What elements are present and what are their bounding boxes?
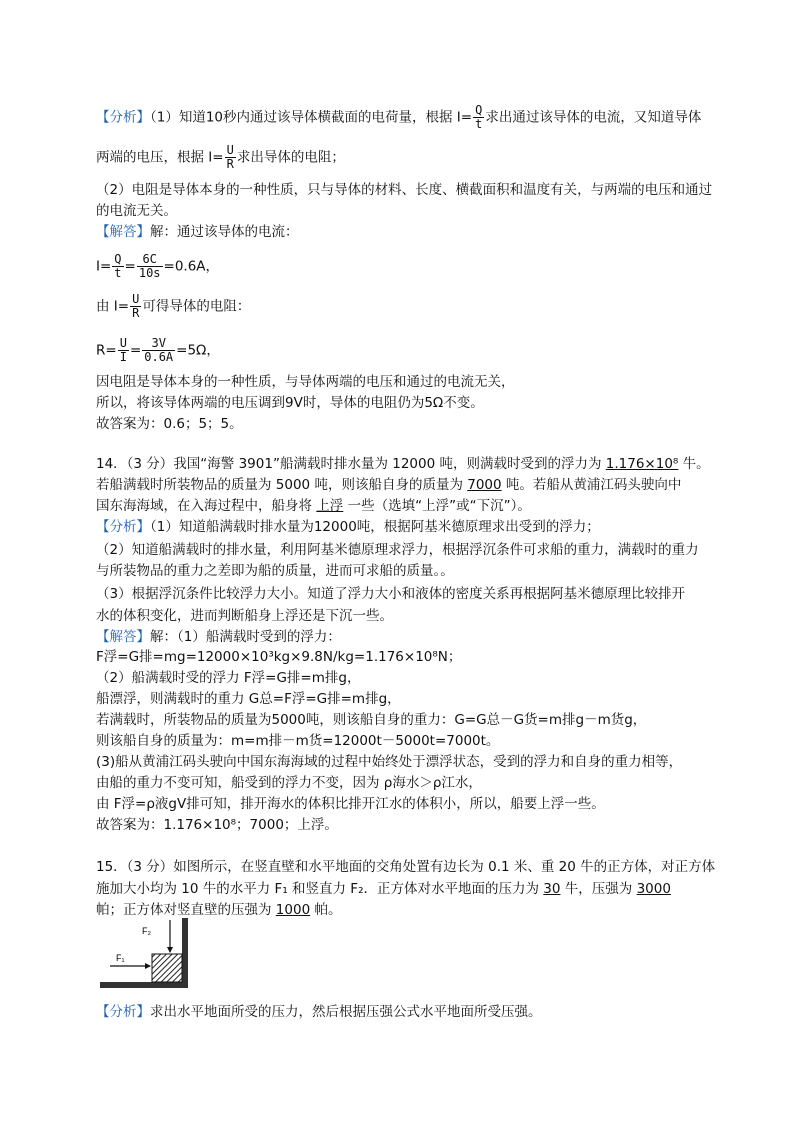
analysis-line-4: 的电流无关。 xyxy=(96,203,177,219)
wall xyxy=(182,918,188,982)
answer-line-10: 所以，将该导体两端的电压调到9V时，导体的电阻仍为5Ω不变。 xyxy=(96,395,484,411)
q14-blank-1: 1.176×10⁸ xyxy=(605,456,679,472)
analysis-line-3: （2）电阻是导体本身的一种性质，只与导体的材料、长度、横截面积和温度有关，与两端的电压和通过 xyxy=(96,182,713,198)
answer-tag: 【解答】 xyxy=(96,224,150,240)
wall-cube-figure xyxy=(100,918,196,990)
q14-answer-3: （2）船满载时受的浮力 F浮=G排=m排g， xyxy=(96,670,361,686)
q14-analysis-3: 与所装物品的重力之差即为船的质量，进而可求船的质量。。 xyxy=(96,563,454,579)
q14-analysis-2: （2）知道船满载时的排水量，利用阿基米德原理求浮力，根据浮沉条件可求船的重力，满载时的重力 xyxy=(96,542,699,558)
q14-analysis-5: 水的体积变化，进而判断船身上浮还是下沉一些。 xyxy=(96,608,393,624)
formula-resistance-intro: 由 I= $\frac{U}{R}$ 可得导体的电阻： xyxy=(96,292,251,320)
q14-analysis-1: 【分析】（1）知道船满载时排水量为12000吨，根据阿基米德原理求出受到的浮力； xyxy=(96,519,600,535)
q14-answer-4: 船漂浮，则满载时的重力 G总=F浮=G排=m排g， xyxy=(96,691,401,707)
q14-answer-final: 故答案为：1.176×10⁸；7000；上浮。 xyxy=(96,817,338,833)
fraction-u-over-r: $\frac{U}{R}$ xyxy=(226,143,234,171)
f1-label: F₁ xyxy=(116,953,125,963)
ground xyxy=(100,982,188,988)
q14-analysis-4: （3）根据浮沉条件比较浮力大小。知道了浮力大小和液体的密度关系再根据阿基米德原理比较排开 xyxy=(96,586,686,602)
analysis-line-2: 两端的电压，根据 I= $\frac{U}{R}$ 求出导体的电阻； xyxy=(96,143,345,171)
analysis-line-1: 【分析】（1）知道10秒内通过该导体横截面的电荷量，根据 I= $\frac{Q}{t}$ 求出通过该导体的电流，又知道导体 xyxy=(96,103,702,131)
q15-blank-1: 30 xyxy=(543,881,561,897)
q15-line-2: 施加大小均为 10 牛的水平力 F₁ 和竖直力 F₂．正方体对水平地面的压力为 30 牛，压强为 3000 xyxy=(96,881,671,897)
q14-blank-3: 上浮 xyxy=(316,498,344,514)
q15-line-1: 15．（3 分）如图所示，在竖直壁和水平地面的交角处置有边长为 0.1 米、重 20 牛的正方体，对正方体 xyxy=(96,859,716,875)
q15-blank-2: 3000 xyxy=(636,881,671,897)
q14-answer-8: 由船的重力不变可知，船受到的浮力不变，因为 ρ海水＞ρ江水， xyxy=(96,775,482,791)
q15-analysis: 【分析】求出水平地面所受的压力，然后根据压强公式水平地面所受压强。 xyxy=(96,1004,542,1020)
answer-final: 故答案为：0.6；5；5。 xyxy=(96,416,243,432)
q14-blank-2: 7000 xyxy=(467,477,502,493)
f2-label: F₂ xyxy=(142,926,151,936)
formula-resistance: R= $\frac{U}{I}$ = $\frac{3V}{0.6A}$ =5Ω， xyxy=(96,336,220,364)
q14-answer-2: F浮=G排=mg=12000×10³kg×9.8N/kg=1.176×10⁸N； xyxy=(96,649,462,665)
q15-line-3: 帕；正方体对竖直壁的压强为 1000 帕。 xyxy=(96,902,342,918)
q14-answer-6: 则该船自身的质量为：m=m排－m货=12000t－5000t=7000t。 xyxy=(96,733,500,749)
fraction-q-over-t: $\frac{Q}{t}$ xyxy=(475,103,483,131)
answer-line-9: 因电阻是导体本身的一种性质，与导体两端的电压和通过的电流无关， xyxy=(96,374,515,390)
q14-answer-5: 若满载时，所装物品的质量为5000吨，则该船自身的重力：G=G总－G货=m排g－m货g， xyxy=(96,712,647,728)
answer-line-1: 【解答】解：通过该导体的电流： xyxy=(96,224,299,240)
q14-line-2: 若船满载时所装物品的质量为 5000 吨，则该船自身的质量为 7000 吨。若船从黄浦江码头驶向中 xyxy=(96,477,682,493)
q14-answer-7: (3)船从黄浦江码头驶向中国东海海域的过程中始终处于漂浮状态，受到的浮力和自身的重力相等， xyxy=(96,754,683,770)
q14-line-1: 14．（3 分）我国“海警 3901”船满载时排水量为 12000 吨，则满载时受到的浮力为 1.176×10⁸ 牛。 xyxy=(96,456,710,472)
q14-answer-1: 【解答】解：（1）船满载时受到的浮力： xyxy=(96,629,341,645)
analysis-tag: 【分析】 xyxy=(96,109,150,126)
formula-current: I= $\frac{Q}{t}$ = $\frac{6C}{10s}$ =0.6A， xyxy=(96,252,220,280)
cube xyxy=(152,954,182,982)
q15-blank-3: 1000 xyxy=(275,902,311,918)
q14-line-3: 国东海海域，在入海过程中，船身将 上浮 一些（选填“上浮”或“下沉”）。 xyxy=(96,498,531,514)
q14-answer-9: 由 F浮=ρ液gV排可知，排开海水的体积比排开江水的体积小，所以，船要上浮一些。 xyxy=(96,796,605,812)
